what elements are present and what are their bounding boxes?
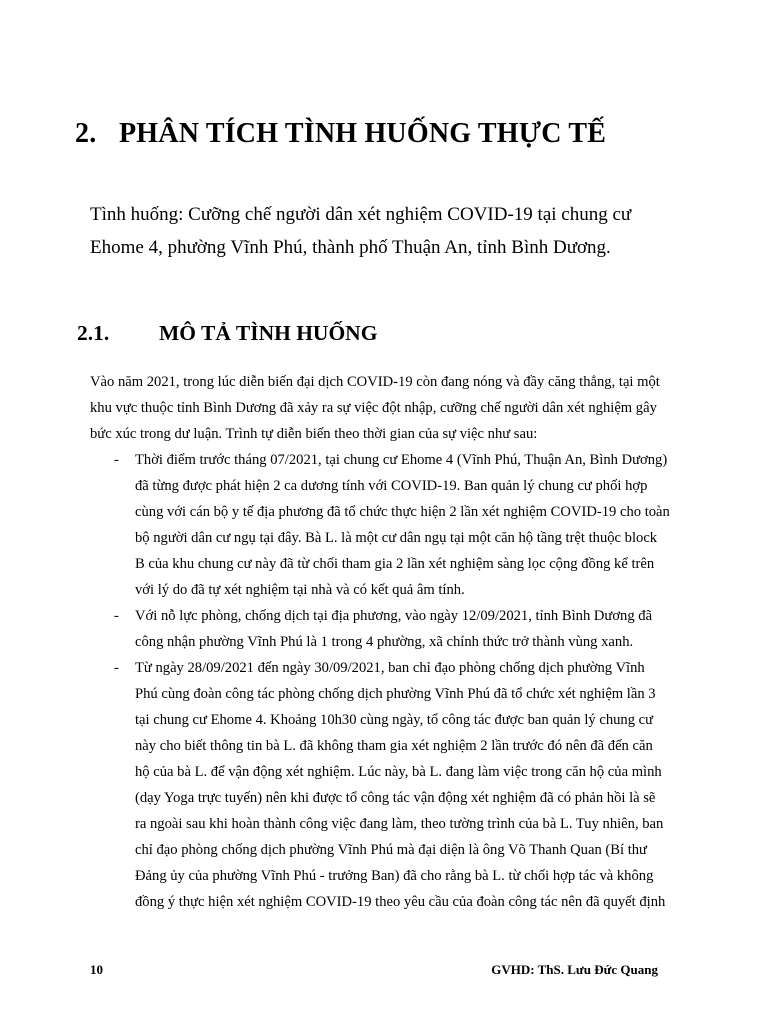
list-item <box>90 447 690 603</box>
bullet-dash: - <box>114 660 119 676</box>
list-item-line: đồng ý thực hiện xét nghiệm COVID-19 theo yêu cầu của đoàn công tác nên đã quyết định <box>135 894 666 910</box>
list-item-line: cùng với cán bộ y tế địa phương đã tổ chức thực hiện 2 lần xét nghiệm COVID-19 cho toàn <box>135 504 670 520</box>
list-item-line: Từ ngày 28/09/2021 đến ngày 30/09/2021, ban chỉ đạo phòng chống dịch phường Vĩnh <box>135 660 645 676</box>
list-item-line: B của khu chung cư này đã từ chối tham gia 2 lần xét nghiệm sàng lọc cộng đồng kể trên <box>135 556 655 572</box>
heading-section-2-number: 2. <box>75 118 97 149</box>
heading-section-2-1 <box>77 321 677 346</box>
list-item-line: với lý do đã tự xét nghiệm tại nhà và có kết quả âm tính. <box>135 582 465 598</box>
bullet-dash: - <box>114 452 119 468</box>
bullet-dash: - <box>114 608 119 624</box>
advisor-footer: GVHD: ThS. Lưu Đức Quang <box>491 962 658 977</box>
intro-line: khu vực thuộc tỉnh Bình Dương đã xảy ra sự việc đột nhập, cưỡng chế người dân xét nghiệm gây <box>90 400 657 416</box>
page-number: 10 <box>90 962 103 977</box>
heading-section-2-1-number: 2.1. <box>77 321 110 345</box>
list-item-line: Đảng ủy của phường Vĩnh Phú - trưởng Ban) đã cho rằng bà L. từ chối hợp tác và không <box>135 868 654 884</box>
list-item-line: công nhận phường Vĩnh Phú là 1 trong 4 phường, xã chính thức trở thành vùng xanh. <box>135 634 634 650</box>
heading-section-2 <box>75 118 755 150</box>
list-item-line: bộ người dân cư ngụ tại đây. Bà L. là một cư dân ngụ tại một căn hộ tầng trệt thuộc block <box>135 530 658 546</box>
list-item-line: Phú cùng đoàn công tác phòng chống dịch phường Vĩnh Phú đã tổ chức xét nghiệm lần 3 <box>135 686 656 702</box>
list-item-line: chỉ đạo phòng chống dịch phường Vĩnh Phú mà đại diện là ông Võ Thanh Quan (Bí thư <box>135 842 647 858</box>
event-timeline-list <box>90 447 690 915</box>
intro-line: bức xúc trong dư luận. Trình tự diễn biến theo thời gian của sự việc như sau: <box>90 426 538 442</box>
intro-paragraph <box>90 369 690 447</box>
heading-section-2-title: PHÂN TÍCH TÌNH HUỐNG THỰC TẾ <box>119 118 607 149</box>
list-item-line: (dạy Yoga trực tuyến) nên khi được tổ công tác vận động xét nghiệm đã có phản hồi là sẽ <box>135 790 656 806</box>
list-item-line: Thời điểm trước tháng 07/2021, tại chung cư Ehome 4 (Vĩnh Phú, Thuận An, Bình Dương) <box>135 452 668 468</box>
situation-statement <box>90 198 690 264</box>
list-item-line: ra ngoài sau khi hoàn thành công việc đang làm, theo tường trình của bà L. Tuy nhiên, ban <box>135 816 664 832</box>
list-item-line: đã từng được phát hiện 2 ca dương tính với COVID-19. Ban quản lý chung cư phối hợp <box>135 478 648 494</box>
list-item-line: này cho biết thông tin bà L. đã không tham gia xét nghiệm 2 lần trước đó nên đã đến căn <box>135 738 653 754</box>
list-item <box>90 603 690 655</box>
list-item <box>90 655 690 915</box>
heading-section-2-1-title: MÔ TẢ TÌNH HUỐNG <box>159 321 378 345</box>
situation-line: Ehome 4, phường Vĩnh Phú, thành phố Thuận An, tỉnh Bình Dương. <box>90 237 611 258</box>
situation-line: Tình huống: Cưỡng chế người dân xét nghiệm COVID-19 tại chung cư <box>90 204 632 225</box>
list-item-line: tại chung cư Ehome 4. Khoảng 10h30 cùng ngày, tổ công tác được ban quản lý chung cư <box>135 712 654 728</box>
intro-line: Vào năm 2021, trong lúc diễn biến đại dịch COVID-19 còn đang nóng và đầy căng thẳng, tại một <box>90 374 660 390</box>
list-item-line: Với nỗ lực phòng, chống dịch tại địa phương, vào ngày 12/09/2021, tỉnh Bình Dương đã <box>135 608 653 624</box>
list-item-line: hộ của bà L. để vận động xét nghiệm. Lúc này, bà L. đang làm việc trong căn hộ của mình <box>135 764 662 780</box>
